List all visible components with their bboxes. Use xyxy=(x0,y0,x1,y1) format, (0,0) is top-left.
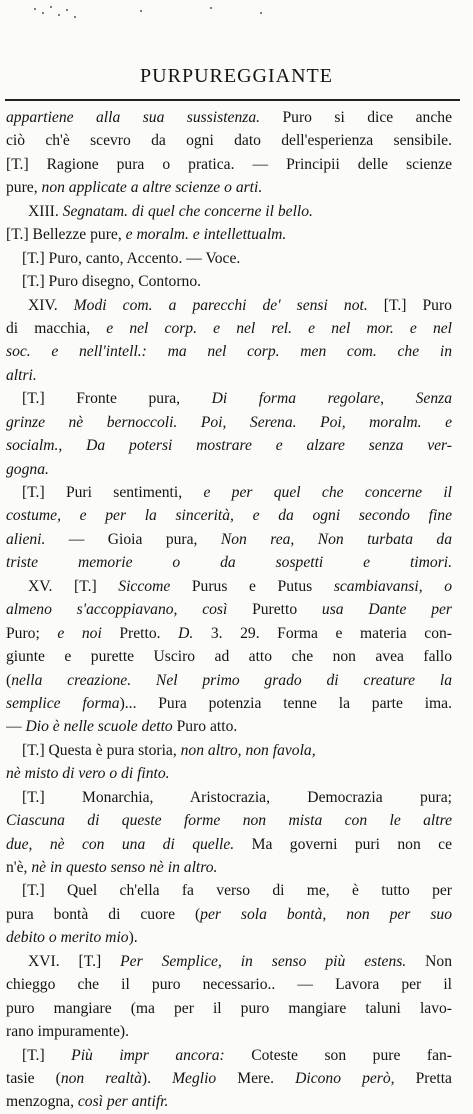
text-run: usa Dante per xyxy=(321,601,452,619)
text-line xyxy=(6,364,452,387)
text-run: Puro; xyxy=(6,624,58,642)
text-run: [T.] Bellezze pure, xyxy=(6,226,126,244)
text-run: due, nè con una di quelle. xyxy=(6,835,235,853)
text-line xyxy=(6,879,452,902)
text-line xyxy=(6,247,452,270)
text-run: non realtà xyxy=(60,1069,142,1087)
text-run: per sola bontà, non per suo xyxy=(200,905,452,923)
text-run: Puro atto. xyxy=(172,718,238,736)
text-run: Di forma regolare, Senza xyxy=(211,390,452,408)
running-head: PURPUREGGIANTE xyxy=(140,65,333,87)
dictionary-text xyxy=(6,106,452,1114)
text-line xyxy=(6,504,452,527)
text-line xyxy=(6,997,452,1020)
text-line xyxy=(6,528,452,551)
text-line xyxy=(6,317,452,340)
text-line xyxy=(6,411,452,434)
text-run: debito o merito mio xyxy=(6,929,129,947)
text-run: altri. xyxy=(6,366,37,384)
text-run: [T.] Puro disegno, Contorno. xyxy=(22,273,202,291)
text-run: Dio è nelle scuole detto xyxy=(25,718,173,736)
text-line xyxy=(6,458,452,481)
text-run: pure, xyxy=(6,179,42,197)
text-run: menzogna, xyxy=(6,1093,78,1111)
text-run: [T.] Fronte pura, xyxy=(22,390,212,408)
text-line xyxy=(6,903,452,926)
text-run: alieni. xyxy=(6,530,46,548)
text-run: Mere. xyxy=(216,1069,296,1087)
text-line xyxy=(6,833,452,856)
text-run: [T.] Puri sentimenti, xyxy=(22,484,204,501)
text-line xyxy=(6,481,452,504)
text-run: [T.] Monarchia, Aristocrazia, Democrazia pura; xyxy=(22,788,452,806)
text-run: — Gioia pura, xyxy=(45,530,221,548)
text-run: Pretto. xyxy=(101,624,179,642)
text-line xyxy=(6,1067,452,1090)
text-run: chieggo che il puro necessario.. — Lavora per il xyxy=(6,976,452,994)
text-run: Puretto xyxy=(227,601,322,619)
text-run: ciò ch'è scevro da ogni dato dell'esperienza sensibile. xyxy=(6,132,452,150)
text-line xyxy=(6,645,452,668)
text-run: Dicono però, xyxy=(295,1069,395,1087)
text-run: pura bontà di cuore ( xyxy=(6,905,201,923)
text-run: almeno s'accoppiavano, così xyxy=(6,601,228,619)
text-run: nella creazione. Nel primo grado di creature la xyxy=(11,671,452,689)
text-run: e noi xyxy=(57,624,102,642)
text-run: Pretta xyxy=(394,1069,452,1087)
text-line xyxy=(6,1044,452,1067)
text-line xyxy=(6,551,452,574)
text-run: XV. [T.] xyxy=(28,577,119,595)
text-run: Meglio xyxy=(172,1069,217,1087)
text-line xyxy=(6,575,452,598)
text-line xyxy=(6,129,452,152)
text-run: nè in questo senso nè in altro. xyxy=(31,859,218,876)
text-run: puro mangiare (ma per il puro mangiare taluni lavo- xyxy=(6,999,452,1017)
text-run: e per quel che concerne il xyxy=(203,484,452,501)
text-line xyxy=(6,809,452,832)
text-run: [T.] Questa è pura storia, xyxy=(22,741,181,759)
text-run: tasie ( xyxy=(6,1069,61,1087)
text-run: Segnatam. di quel che concerne il bello. xyxy=(62,202,313,220)
text-line xyxy=(6,176,452,199)
text-line xyxy=(6,856,452,879)
text-run: XIV. xyxy=(28,296,74,314)
text-line xyxy=(6,786,452,809)
text-line xyxy=(6,434,452,457)
text-run: )... Pura potenzia tenne la parte ima. xyxy=(119,694,452,712)
text-run: non altro, non favola, xyxy=(180,741,316,759)
text-line xyxy=(6,950,452,973)
text-run: ). xyxy=(141,1069,173,1087)
text-line xyxy=(6,1020,452,1043)
text-line xyxy=(6,598,452,621)
text-run: XVI. [T.] xyxy=(28,952,121,970)
text-run: soc. e nell'intell.: ma nel corp. men com. che in xyxy=(6,343,452,361)
text-line xyxy=(6,153,452,176)
text-run: Per Semplice, in senso più estens. xyxy=(120,952,407,970)
text-run: — xyxy=(6,718,26,736)
text-run: D. xyxy=(178,624,194,642)
text-line xyxy=(6,270,452,293)
text-line xyxy=(6,340,452,363)
text-run: di macchia, xyxy=(6,319,107,337)
text-run: triste memorie o da sospetti e timori. xyxy=(6,554,452,572)
text-run: e nel corp. e nel rel. e nel mor. e nel xyxy=(106,319,452,337)
text-line xyxy=(6,1090,452,1113)
text-line xyxy=(6,387,452,410)
text-run: appartiene alla sua sussistenza. xyxy=(6,109,261,126)
text-line xyxy=(6,973,452,996)
text-run: [T.] xyxy=(22,1046,72,1064)
text-run: ). xyxy=(128,929,138,947)
text-run: Siccome xyxy=(118,577,171,595)
text-line xyxy=(6,223,452,246)
text-run: non applicate a altre scienze o arti. xyxy=(41,179,263,197)
text-run: Coteste son pure fan- xyxy=(224,1046,452,1064)
text-run: semplice forma xyxy=(6,694,120,712)
text-run: Modi com. a parecchi de' sensi not. xyxy=(73,296,368,314)
text-line xyxy=(6,926,452,949)
text-line xyxy=(6,106,452,129)
text-run: Non rea, Non turbata da xyxy=(220,530,452,548)
text-line xyxy=(6,200,452,223)
text-line xyxy=(6,739,452,762)
text-run: Puro si dice anche xyxy=(260,109,452,126)
text-run: nè misto di vero o di finto. xyxy=(6,765,170,783)
text-run: gogna. xyxy=(6,460,49,478)
text-line xyxy=(6,294,452,317)
text-run: Ma governi puri non ce xyxy=(234,835,452,853)
text-run: grinze nè bernoccoli. Poi, Serena. Poi, moralm. e xyxy=(6,413,452,431)
text-run: 3. 29. Forma e materia con- xyxy=(193,624,452,642)
text-line xyxy=(6,669,452,692)
text-line xyxy=(6,715,452,738)
text-run: Purus e Putus xyxy=(170,577,334,595)
text-run: Ciascuna di queste forme non mista con le altre xyxy=(6,812,452,830)
print-specks xyxy=(20,0,320,24)
text-run: [T.] Ragione pura o pratica. — Principii delle scienze xyxy=(6,155,452,173)
text-run: giunte e purette Usciro ad atto che non avea fallo xyxy=(6,648,452,666)
text-line xyxy=(6,762,452,785)
text-line xyxy=(6,692,452,715)
text-run: costume, e per la sincerità, e da ogni secondo fine xyxy=(6,507,452,525)
text-run: n'è, xyxy=(6,859,32,876)
text-run: socialm., Da potersi mostrare e alzare senza ver- xyxy=(6,437,452,455)
text-run: [T.] Puro, canto, Accento. — Voce. xyxy=(22,249,241,267)
text-run: e moralm. e intellettualm. xyxy=(125,226,287,244)
text-line xyxy=(6,622,452,645)
text-run: scambiavansi, o xyxy=(333,577,452,595)
text-run: [T.] Puro xyxy=(367,296,452,314)
text-run: Non xyxy=(406,952,452,970)
header-rule xyxy=(5,99,460,101)
text-run: XIII. xyxy=(28,202,63,220)
text-run: rano impuramente). xyxy=(6,1023,129,1041)
text-run: così per antifr. xyxy=(77,1093,169,1111)
text-run: ( xyxy=(6,671,12,689)
text-run: Più impr ancora: xyxy=(71,1046,225,1064)
text-run: [T.] Quel ch'ella fa verso di me, è tutto per xyxy=(22,882,452,900)
